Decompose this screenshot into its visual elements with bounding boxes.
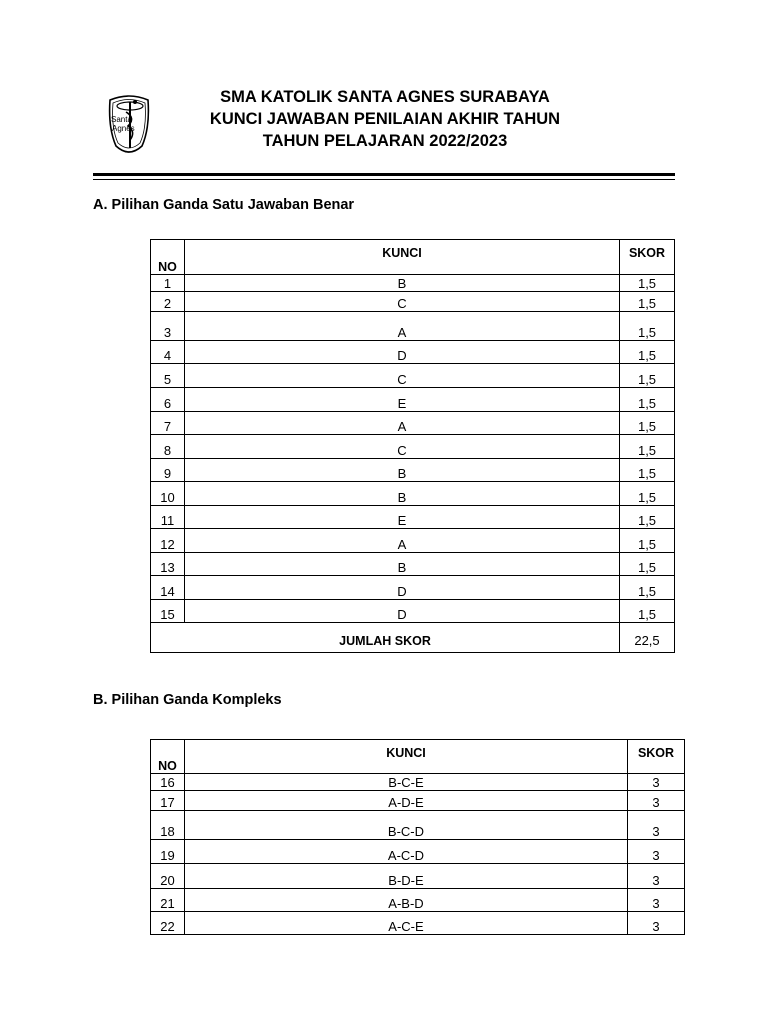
cell-no: 21 <box>151 889 185 912</box>
cell-kunci: A-B-D <box>184 889 627 912</box>
table-row <box>151 774 685 791</box>
school-logo-icon <box>104 88 154 158</box>
cell-kunci: A <box>184 412 619 435</box>
cell-kunci: B-C-D <box>184 811 627 840</box>
cell-skor: 1,5 <box>620 435 675 459</box>
logo-text-santa: Santa <box>111 115 132 124</box>
cell-skor: 1,5 <box>620 459 675 482</box>
cell-kunci: B <box>184 275 619 292</box>
cell-kunci: B <box>184 459 619 482</box>
table-row <box>151 341 675 364</box>
column-header-kunci: KUNCI <box>184 740 627 774</box>
cell-skor: 3 <box>628 864 685 889</box>
cell-skor: 1,5 <box>620 600 675 623</box>
table-row <box>151 600 675 623</box>
table-row <box>151 292 675 312</box>
cell-skor: 1,5 <box>620 482 675 506</box>
cell-kunci: A-D-E <box>184 791 627 811</box>
cell-kunci: E <box>184 388 619 412</box>
logo-text-agnes: Agnes <box>112 124 135 133</box>
column-header-skor: SKOR <box>620 240 675 275</box>
table-row <box>151 412 675 435</box>
table-row <box>151 459 675 482</box>
table-header-row <box>151 240 675 275</box>
cell-skor: 1,5 <box>620 553 675 576</box>
table-row <box>151 864 685 889</box>
cell-kunci: A <box>184 312 619 341</box>
total-value: 22,5 <box>620 623 675 653</box>
cell-no: 5 <box>151 364 185 388</box>
table-header-row <box>151 740 685 774</box>
cell-no: 4 <box>151 341 185 364</box>
cell-skor: 1,5 <box>620 576 675 600</box>
table-row <box>151 912 685 935</box>
cell-skor: 1,5 <box>620 341 675 364</box>
cell-kunci: A-C-E <box>184 912 627 935</box>
table-row <box>151 275 675 292</box>
cell-no: 20 <box>151 864 185 889</box>
cell-no: 8 <box>151 435 185 459</box>
cell-no: 16 <box>151 774 185 791</box>
cell-skor: 3 <box>628 774 685 791</box>
cell-no: 3 <box>151 312 185 341</box>
cell-kunci: E <box>184 506 619 529</box>
table-row <box>151 553 675 576</box>
table-row <box>151 435 675 459</box>
cell-no: 1 <box>151 275 185 292</box>
cell-no: 18 <box>151 811 185 840</box>
cell-kunci: D <box>184 341 619 364</box>
table-row <box>151 576 675 600</box>
cell-no: 10 <box>151 482 185 506</box>
cell-skor: 1,5 <box>620 275 675 292</box>
column-header-no: NO <box>151 240 185 275</box>
total-row <box>151 623 675 653</box>
cell-skor: 1,5 <box>620 292 675 312</box>
table-row <box>151 506 675 529</box>
section-a-heading: A. Pilihan Ganda Satu Jawaban Benar <box>93 197 355 213</box>
cell-skor: 3 <box>628 889 685 912</box>
cell-skor: 3 <box>628 840 685 864</box>
cell-no: 11 <box>151 506 185 529</box>
cell-no: 6 <box>151 388 185 412</box>
table-row <box>151 840 685 864</box>
cell-kunci: D <box>184 576 619 600</box>
cell-skor: 3 <box>628 912 685 935</box>
cell-kunci: A-C-D <box>184 840 627 864</box>
cell-skor: 1,5 <box>620 412 675 435</box>
cell-skor: 3 <box>628 811 685 840</box>
answer-key-table-b <box>150 739 685 935</box>
cell-kunci: C <box>184 435 619 459</box>
answer-key-table-a <box>150 239 675 653</box>
cell-kunci: D <box>184 600 619 623</box>
cell-no: 15 <box>151 600 185 623</box>
header-document-title: KUNCI JAWABAN PENILAIAN AKHIR TAHUN <box>209 110 561 128</box>
cell-skor: 1,5 <box>620 364 675 388</box>
cell-no: 14 <box>151 576 185 600</box>
cell-kunci: B-C-E <box>184 774 627 791</box>
table-row <box>151 482 675 506</box>
cell-no: 19 <box>151 840 185 864</box>
cell-kunci: B <box>184 482 619 506</box>
table-row <box>151 364 675 388</box>
column-header-skor: SKOR <box>628 740 685 774</box>
cell-skor: 1,5 <box>620 388 675 412</box>
table-row <box>151 889 685 912</box>
cell-kunci: B-D-E <box>184 864 627 889</box>
cell-no: 2 <box>151 292 185 312</box>
cell-skor: 1,5 <box>620 506 675 529</box>
header-school-name: SMA KATOLIK SANTA AGNES SURABAYA <box>220 88 550 106</box>
cell-skor: 1,5 <box>620 312 675 341</box>
header-rule-thin <box>93 179 675 180</box>
cell-kunci: C <box>184 292 619 312</box>
cell-skor: 3 <box>628 791 685 811</box>
table-row <box>151 312 675 341</box>
column-header-kunci: KUNCI <box>184 240 619 275</box>
cell-kunci: A <box>184 529 619 553</box>
column-header-no: NO <box>151 740 185 774</box>
header-academic-year: TAHUN PELAJARAN 2022/2023 <box>262 132 508 150</box>
section-b-heading: B. Pilihan Ganda Kompleks <box>93 692 282 708</box>
cell-kunci: B <box>184 553 619 576</box>
cell-skor: 1,5 <box>620 529 675 553</box>
total-label: JUMLAH SKOR <box>151 623 620 653</box>
table-row <box>151 791 685 811</box>
header-rule-thick <box>93 173 675 176</box>
cell-no: 22 <box>151 912 185 935</box>
cell-no: 17 <box>151 791 185 811</box>
cell-no: 13 <box>151 553 185 576</box>
table-row <box>151 811 685 840</box>
table-row <box>151 388 675 412</box>
cell-no: 9 <box>151 459 185 482</box>
cell-no: 12 <box>151 529 185 553</box>
table-row <box>151 529 675 553</box>
cell-no: 7 <box>151 412 185 435</box>
cell-kunci: C <box>184 364 619 388</box>
